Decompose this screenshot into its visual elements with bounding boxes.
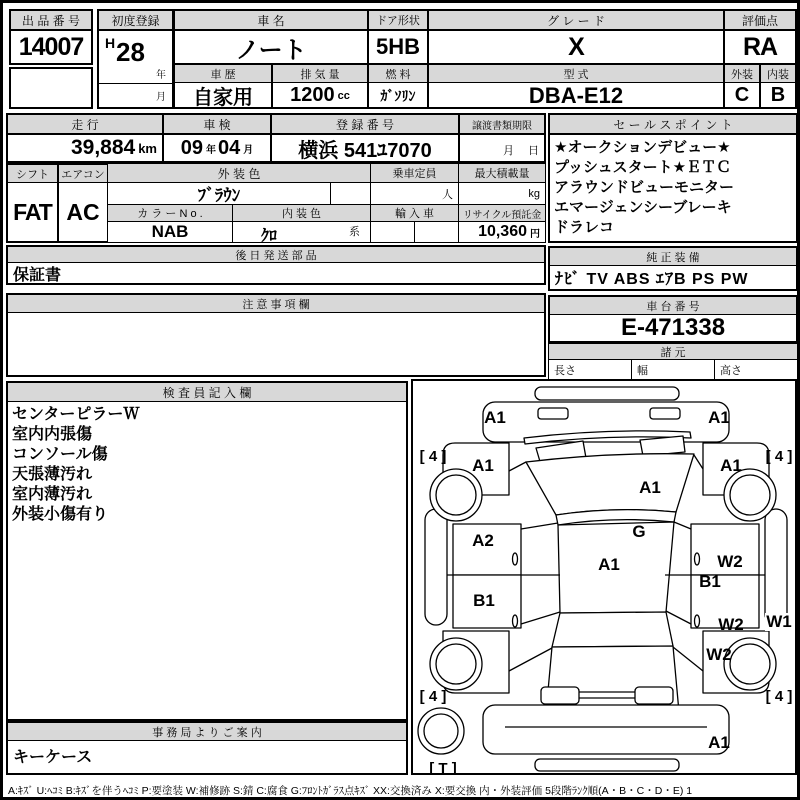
displacement-unit: cc (337, 89, 350, 102)
reg-no-value: 横浜 541ﾕ7070 (298, 139, 432, 161)
first-reg-era: H (105, 35, 116, 51)
inspection-box (162, 113, 272, 163)
sales-points-list (550, 135, 796, 241)
shift-label: シフト (8, 165, 57, 183)
office-info-value: キーケース (13, 749, 93, 766)
grade-value: X (568, 32, 584, 61)
color-no-label: カ ラ ー N o . (107, 204, 233, 222)
inspection-month: 04 (218, 136, 241, 159)
door-handle (695, 553, 700, 565)
office-info-label: 事 務 局 よ り ご 案 内 (8, 723, 406, 741)
sales-points-box (548, 113, 798, 243)
front-molding (535, 387, 679, 400)
damage-label: [ 4 ] (419, 448, 447, 465)
damage-label: A2 (472, 531, 494, 550)
genuine-equipment-box (548, 246, 798, 291)
recycle-value: 10,360 (478, 223, 527, 240)
specs-height-cell: 高さ (714, 359, 798, 380)
office-info-box (6, 721, 408, 775)
aircon-value: AC (66, 198, 100, 225)
door-label: ドア形状 (369, 11, 427, 31)
model-code-label: 型 式 (429, 65, 723, 83)
capacity-value: 人 (370, 182, 459, 205)
specs-width-cell: 幅 (631, 359, 715, 380)
left-taillight (541, 687, 579, 704)
mileage-box (6, 113, 164, 163)
list-item: プッシュスタート★ＥＴＣ (554, 159, 732, 176)
car-name-value: ノート (235, 36, 307, 63)
genuine-equipment-label: 純 正 装 備 (550, 248, 796, 266)
shift-value: FAT (13, 198, 52, 225)
left-headlight (538, 408, 568, 419)
first-reg-box (97, 9, 174, 109)
inspection-month-unit: 月 (243, 144, 254, 156)
notes-box (6, 293, 546, 377)
auction-no-box (9, 9, 93, 65)
damage-label: [ 4 ] (419, 688, 447, 705)
int-color-label: 内 装 色 (232, 204, 371, 222)
ext-color-empty-cell (330, 182, 371, 205)
mileage-value: 39,884 (70, 136, 136, 159)
interior-score-box (759, 63, 797, 109)
exterior-value: C (734, 84, 750, 106)
inspector-notes-box (6, 381, 408, 721)
specs-length-cell: 長さ (548, 359, 632, 380)
max-load-label: 最大積載量 (458, 163, 546, 183)
score-value: RA (742, 32, 778, 61)
ext-color-value: ﾌﾞﾗｳﾝ (107, 182, 331, 205)
list-item: アラウンドビューモニター (554, 179, 735, 196)
model-code-value: DBA-E12 (528, 83, 624, 108)
auction-no-empty-cell (9, 67, 93, 109)
notes-label: 注 意 事 項 欄 (8, 295, 544, 313)
specs-label: 諸 元 (548, 343, 798, 360)
sales-points-label: セ ー ル ス ポ イ ン ト (550, 115, 796, 135)
exterior-score-box (723, 63, 761, 109)
damage-label: A1 (472, 456, 494, 475)
mileage-label: 走 行 (8, 115, 162, 135)
damage-code-legend: A:ｷｽﾞ U:ﾍｺﾐ B:ｷｽﾞを伴うﾍｺﾐ P:要塗装 W:補修跡 S:錆 C:腐食 G:ﾌﾛﾝﾄｶﾞﾗｽ点ｷｽﾞ XX:交換済み X:要交換 内・外装評価 5段階ﾗﾝｸ順(A・B・C・D・E) 1 (8, 785, 693, 797)
displacement-label: 排 気 量 (273, 65, 367, 83)
recycle-unit: 円 (530, 228, 540, 240)
right-wiper (640, 436, 685, 456)
inspection-year: 09 (180, 136, 203, 159)
first-reg-label: 初度登録 (99, 11, 172, 31)
deadline-label: 譲渡書類期限 (460, 115, 544, 135)
car-diagram-box (411, 379, 797, 775)
door-handle (513, 615, 518, 627)
door-box (367, 9, 429, 65)
deadline-month-label: 月 (503, 145, 514, 157)
int-color-suffix: 系 (349, 226, 360, 238)
damage-label: G (632, 522, 646, 541)
damage-label: A1 (720, 456, 742, 475)
int-color-value: ｸﾛ (261, 228, 278, 245)
reg-no-box (270, 113, 460, 163)
chassis-box (548, 295, 798, 343)
car-diagram (413, 381, 795, 773)
car-name-box (173, 9, 369, 65)
right-headlight (650, 408, 680, 419)
later-parts-label: 後 日 発 送 部 品 (8, 247, 544, 263)
deadline-day-label: 日 (528, 145, 539, 157)
history-box (173, 63, 273, 109)
car-name-label: 車 名 (175, 11, 367, 31)
import-car-cell-1 (370, 221, 415, 243)
score-label: 評価点 (725, 11, 795, 31)
damage-label: [ 4 ] (765, 448, 793, 465)
damage-label: A1 (708, 408, 730, 427)
aircon-label: エアコン (59, 165, 107, 183)
notes-value (8, 313, 544, 375)
damage-label: B1 (699, 572, 721, 591)
first-reg-year: 28 (116, 37, 145, 67)
rear-molding (535, 759, 679, 771)
list-item: ★オークションデビュー★ (554, 139, 731, 156)
inspector-notes-list (8, 402, 406, 528)
damage-label: B1 (473, 591, 495, 610)
max-load-value: kg (458, 182, 546, 205)
list-item: エマージェンシーブレーキ (554, 199, 732, 216)
left-sill (425, 509, 447, 625)
damage-label: [ 4 ] (765, 688, 793, 705)
inspection-label: 車 検 (164, 115, 270, 135)
later-parts-box (6, 245, 546, 285)
damage-label: A1 (598, 555, 620, 574)
damage-label: W2 (706, 645, 732, 664)
shift-box (6, 163, 59, 243)
grade-label: グ レ ー ド (429, 11, 723, 31)
history-value: 自家用 (193, 87, 253, 108)
genuine-equipment-value: ﾅﾋﾞ TV ABS ｴｱB PS PW (555, 271, 749, 288)
score-box (723, 9, 797, 65)
first-reg-year-cell (99, 31, 172, 83)
fuel-label: 燃 料 (369, 65, 427, 83)
recycle-label: リサイクル預託金 (458, 204, 546, 222)
list-item: センターピラーＷ (12, 406, 140, 423)
auction-no-value: 14007 (18, 32, 84, 61)
history-label: 車 歴 (175, 65, 271, 83)
inspection-year-unit: 年 (206, 144, 216, 156)
int-color-cell (232, 221, 371, 243)
rear-bumper (483, 705, 729, 754)
rear-window (552, 612, 673, 647)
damage-label: W2 (717, 552, 743, 571)
ext-color-label: 外 装 色 (107, 163, 371, 183)
displacement-value: 1200 (290, 84, 335, 106)
damage-label: [ T ] (429, 760, 457, 773)
interior-label: 内装 (761, 65, 795, 83)
list-item: コンソール傷 (12, 446, 108, 463)
import-car-cell-2 (414, 221, 459, 243)
mileage-unit: km (138, 140, 157, 156)
damage-label: A1 (639, 478, 661, 497)
interior-value: B (770, 84, 786, 106)
fuel-box (367, 63, 429, 109)
list-item: 天張薄汚れ (12, 466, 93, 483)
later-parts-value: 保証書 (13, 266, 62, 283)
list-item: 室内薄汚れ (12, 486, 93, 503)
import-car-label: 輸 入 車 (370, 204, 459, 222)
chassis-value: E-471338 (620, 315, 726, 341)
first-reg-year-unit: 年 (156, 70, 166, 81)
door-handle (695, 615, 700, 627)
auction-no-label: 出 品 番 号 (11, 11, 91, 31)
chassis-label: 車 台 番 号 (550, 297, 796, 315)
damage-label: A1 (484, 408, 506, 427)
door-value: 5HB (375, 34, 420, 59)
fuel-value: ｶﾞｿﾘﾝ (380, 87, 416, 104)
list-item: 室内内張傷 (12, 426, 93, 443)
damage-label: W1 (766, 612, 792, 631)
right-taillight (635, 687, 673, 704)
color-no-value: NAB (107, 221, 233, 243)
reg-no-label: 登 録 番 号 (272, 115, 458, 135)
first-reg-month-cell (99, 83, 172, 107)
displacement-box (271, 63, 369, 109)
capacity-label: 乗車定員 (370, 163, 459, 183)
first-reg-month-unit: 月 (156, 92, 166, 103)
aircon-box (57, 163, 109, 243)
inspector-notes-label: 検 査 員 記 入 欄 (8, 383, 406, 402)
damage-label: W2 (718, 615, 744, 634)
recycle-cell (458, 221, 546, 243)
door-handle (513, 553, 518, 565)
hood (526, 454, 694, 515)
damage-label: A1 (708, 733, 730, 752)
grade-box (427, 9, 725, 65)
deadline-box (458, 113, 546, 163)
list-item: 外装小傷有り (12, 506, 109, 523)
list-item: ドラレコ (554, 219, 615, 236)
right-sill (765, 509, 787, 625)
exterior-label: 外装 (725, 65, 759, 83)
model-code-box (427, 63, 725, 109)
